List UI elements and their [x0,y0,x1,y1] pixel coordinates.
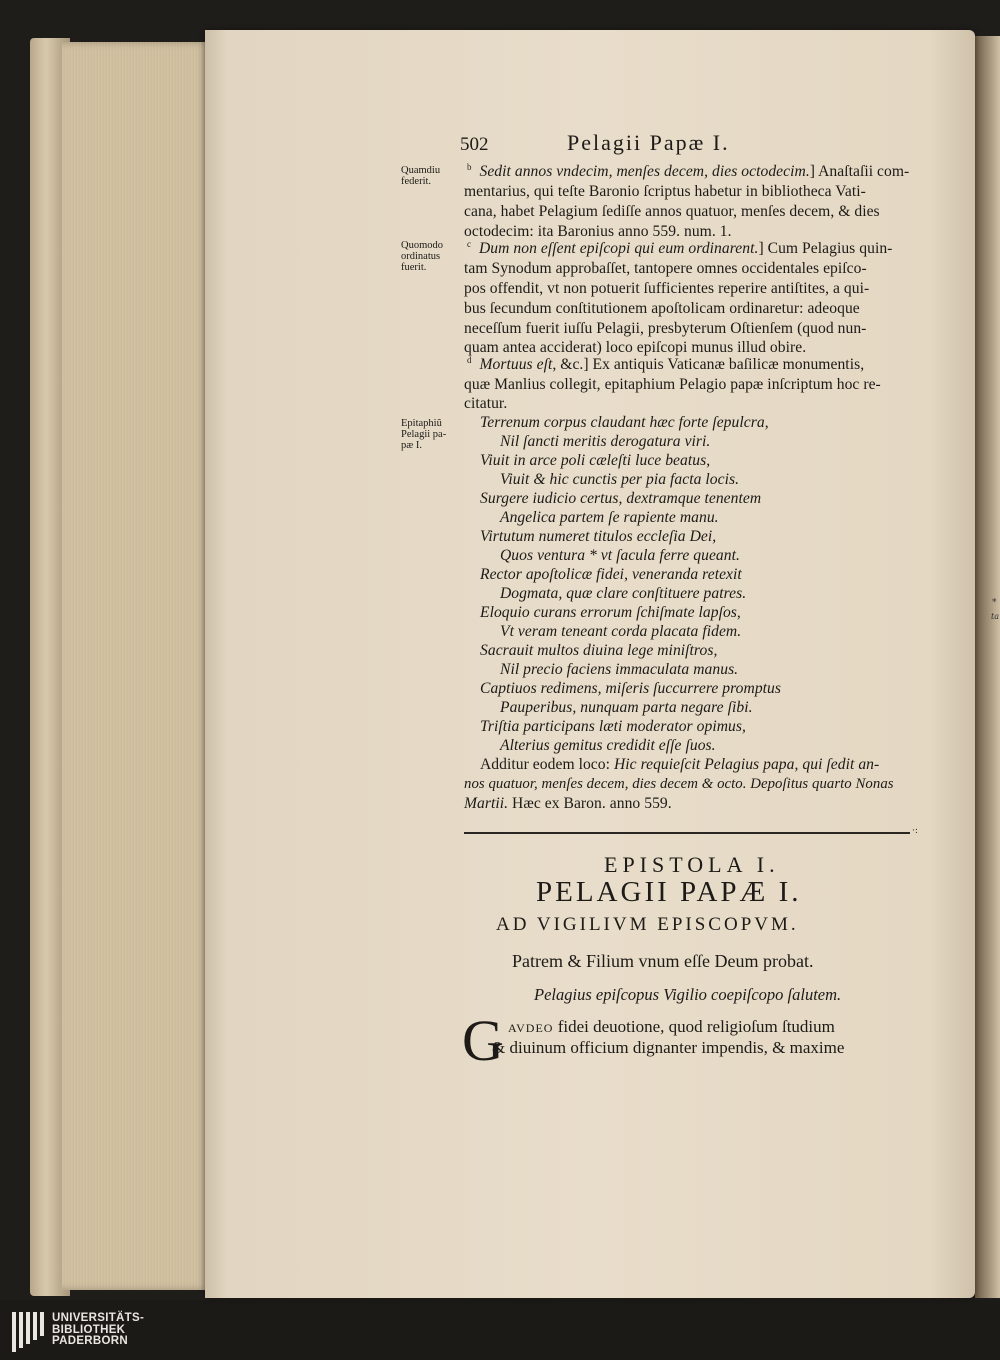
epistle-number: EPISTOLA I. [604,852,780,877]
note-d-line: quæ Manlius collegit, epitaphium Pelagio papæ inſcriptum hoc re- [464,376,881,393]
note-c-line: pos offendit, vt non potuerit ſufficientes reperire antiſtites, a qui- [464,280,870,297]
note-text: ] Cum Pelagius quin- [758,240,893,257]
margin-line: Pelagii pa- [401,429,447,440]
note-marker: c [467,239,472,249]
note-text: ] Anaſtaſii com- [809,163,910,180]
running-head: Pelagii Papæ I. [567,130,730,155]
section-divider [464,832,910,834]
note-marker: b [467,162,472,172]
margin-line: pæ I. [401,440,422,451]
epitaph-verse: Viuit in arce poli cæleſti luce beatus, [480,452,711,469]
library-name [52,1313,144,1348]
epitaph-verse: Pauperibus, nunquam parta negare ſibi. [500,699,753,716]
epitaph-verse: Captiuos redimens, miſeris ſuccurrere promptus [480,680,782,697]
epistle-addressee: AD VIGILIVM EPISCOPVM. [496,914,799,935]
note-d-line: citatur. [464,395,508,412]
note-lemma: Dum non eſſent epiſcopi qui eum ordinarent. [478,240,759,257]
additur-text: Hæc ex Baron. anno 559. [508,795,672,812]
epitaph-verse: Dogmata, quæ clare conſtituere patres. [500,585,747,602]
epitaph-verse: Sacrauit multos diuina lege miniſtros, [480,642,718,659]
library-name-line: UNIVERSITÄTS- [52,1312,145,1324]
facing-page-mark: * [992,598,997,608]
note-b-line: mentarius, qui teſte Baronio ſcriptus habetur in bibliotheca Vati- [464,183,866,200]
note-lemma: Sedit annos vndecim, menſes decem, dies octodecim. [479,163,810,180]
incipit-text: fidei deuotione, quod religioſum ſtudium [553,1017,835,1036]
additur-quote: Martii. [464,795,509,812]
facing-page-fragment: ta [991,612,999,621]
note-b-line [467,163,909,181]
margin-line: Quomodo [401,240,443,251]
epitaph-verse: Triſtia participans læti moderator opimus, [480,718,746,735]
epitaph-verse: Angelica partem ſe rapiente manu. [500,509,719,526]
margin-line: federit. [401,176,432,187]
epitaph-verse: Terrenum corpus claudant hæc forte ſepulcra, [480,414,769,431]
incipit-line [508,1017,835,1037]
library-logo-icon [10,1310,54,1356]
incipit-line: & diuinum officium dignanter impendis, & maxime [492,1038,845,1057]
drop-cap: G [462,1008,504,1073]
note-c-line: quam antea acciderat) loco epiſcopi munus illud obire. [464,339,807,356]
margin-line: Quamdiu [401,165,441,176]
epistle-title: PELAGII PAPÆ I. [536,876,802,908]
additur-line: nos quatuor, menſes decem, dies decem & octo. Depoſitus quarto Nonas [464,776,894,792]
note-c-line: bus ſecundum conſtitutionem apoſtolicam ordinaretur: adeoque [464,300,860,317]
incipit-first-word: AVDEO [508,1021,554,1035]
library-name-line: PADERBORN [52,1335,128,1347]
epistle-summary: Patrem & Filium vnum eſſe Deum probat. [512,951,814,971]
margin-line: Epitaphiũ [401,418,442,429]
epitaph-verse: Eloquio curans errorum ſchiſmate lapſos, [480,604,741,621]
margin-line: fuerit. [401,262,427,273]
epitaph-verse: Vt veram teneant corda placata fidem. [500,623,742,640]
note-c-line [467,240,892,258]
note-text: &c.] Ex antiquis Vaticanæ baſilicæ monumentis, [556,356,865,373]
note-marker: d [467,355,472,365]
margin-note-quamdiu [401,165,440,187]
margin-line: ordinatus [401,251,441,262]
additur-text: Additur eodem loco: [480,756,614,773]
epitaph-verse: Nil precio faciens immaculata manus. [500,661,739,678]
additur-line [464,795,672,813]
epitaph-verse: Surgere iudicio certus, dextramque tenentem [480,490,762,507]
margin-note-epitaphium [401,418,446,451]
note-d-line [467,356,864,374]
epitaph-verse: Virtutum numeret titulos eccleſia Dei, [480,528,717,545]
note-b-line: cana, habet Pelagium ſediſſe annos quatuor, menſes decem, & dies [464,203,880,220]
note-lemma: Mortuus eſt, [479,356,557,373]
epitaph-verse: Quos ventura * vt ſacula ferre queant. [500,547,740,564]
epitaph-verse: Rector apoſtolicæ fidei, veneranda retexit [480,566,742,583]
page-stack-edge [62,42,210,1290]
epistle-salutation: Pelagius epiſcopus Vigilio coepiſcopo ſalutem. [534,985,842,1004]
note-c-line: neceſſum fuerit iuſſu Pelagii, presbyterum Oſtienſem (quod nun- [464,320,867,337]
library-name-line: BIBLIOTHEK [52,1323,126,1336]
note-c-line: tam Synodum approbaſſet, tantopere omnes occidentales epiſco- [464,260,867,277]
epitaph-verse: Alterius gemitus credidit eſſe ſuos. [500,737,716,754]
additur-line [480,756,879,774]
divider-ornament: ·: [912,826,918,836]
additur-quote: Hic requieſcit Pelagius papa, qui ſedit an- [613,756,880,773]
epitaph-verse: Viuit & hic cunctis per pia facta locis. [500,471,740,488]
page-number: 502 [460,134,489,155]
margin-note-quomodo [401,240,443,273]
note-b-line: octodecim: ita Baronius anno 559. num. 1. [464,223,732,240]
facing-page-edge [975,36,1000,1298]
epitaph-verse: Nil ſancti meritis derogatura viri. [500,433,711,450]
